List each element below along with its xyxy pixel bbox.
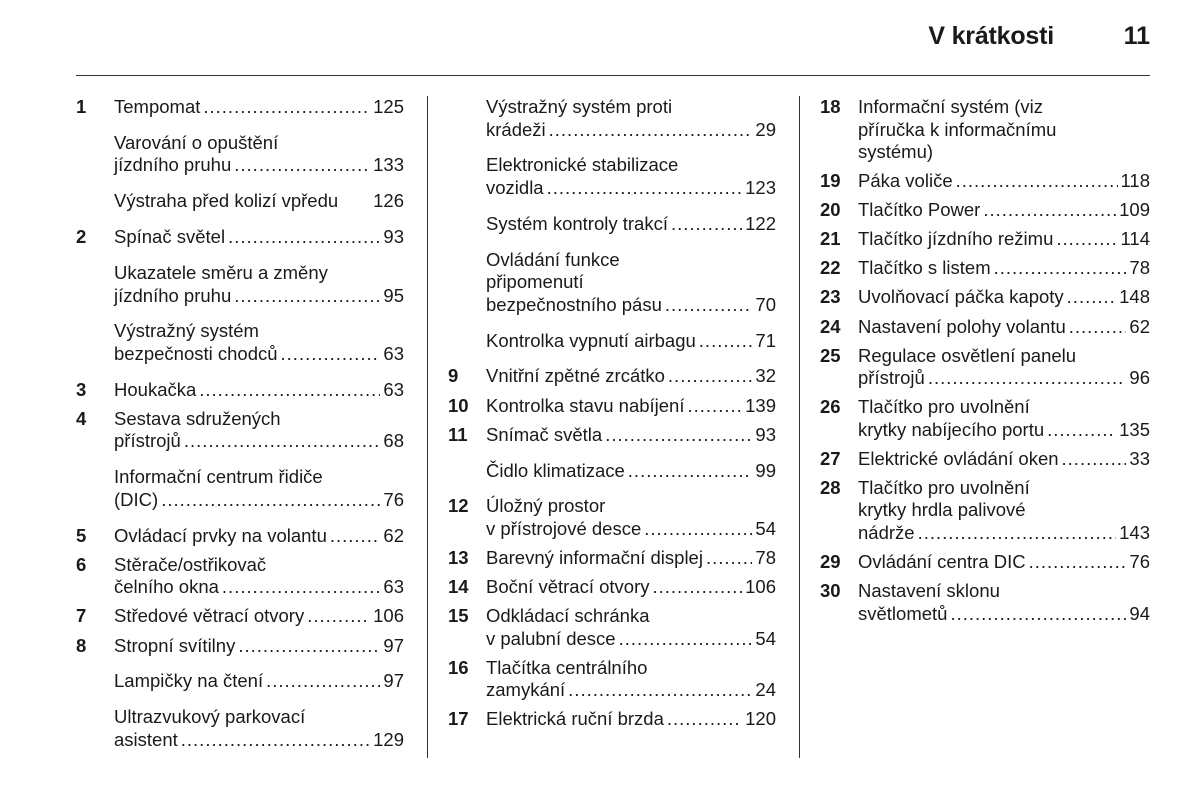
entry-line	[114, 343, 404, 366]
entry-page-number: 54	[755, 627, 776, 649]
entry-text: bezpečnosti chodců	[114, 342, 278, 364]
index-entry	[448, 154, 776, 199]
item-number: 27	[820, 447, 841, 469]
index-entry	[448, 460, 776, 483]
entry-line	[486, 424, 776, 447]
index-entry	[448, 547, 776, 570]
entry-page-number: 78	[755, 547, 776, 569]
entry-page-number: 54	[755, 517, 776, 539]
entry-page-number: 99	[755, 459, 776, 481]
entry-line	[858, 603, 1150, 626]
entry-text: Ukazatele směru a změny	[114, 262, 328, 284]
entry-text: Ovládací prvky na volantu	[114, 524, 327, 546]
index-entry	[820, 477, 1150, 545]
index-entry	[820, 96, 1150, 164]
entry-text: Snímač světla	[486, 423, 603, 445]
dot-leader	[266, 670, 380, 693]
item-number: 29	[820, 551, 841, 573]
entry-text: jízdního pruhu	[114, 154, 232, 176]
entry-page-number: 94	[1129, 602, 1150, 624]
index-entry	[76, 408, 404, 453]
entry-line	[486, 119, 776, 142]
entry-page-number: 95	[383, 284, 404, 306]
dot-leader	[928, 367, 1127, 390]
dot-leader	[161, 489, 380, 512]
index-entry	[448, 96, 776, 141]
index-entry	[76, 525, 404, 548]
dot-leader	[628, 460, 753, 483]
index-entry	[76, 262, 404, 307]
entry-line	[114, 285, 404, 308]
entry-text: přístrojů	[114, 430, 181, 452]
index-entry	[448, 249, 776, 317]
entry-text: Tlačítko pro uvolnění	[858, 396, 1030, 418]
entry-page-number: 76	[383, 488, 404, 510]
item-number: 9	[448, 365, 459, 387]
index-entry	[448, 213, 776, 236]
entry-line	[114, 605, 404, 628]
entry-page-number: 97	[383, 634, 404, 656]
entry-text: jízdního pruhu	[114, 284, 232, 306]
entry-line	[858, 367, 1150, 390]
item-number: 12	[448, 495, 469, 517]
entry-line	[486, 518, 776, 541]
entry-line	[858, 551, 1150, 574]
dot-leader	[688, 395, 743, 418]
entry-text: systému)	[858, 141, 934, 162]
entry-text: Informační systém (viz	[858, 96, 1044, 117]
entry-page-number: 114	[1120, 228, 1150, 250]
entry-page-number: 133	[373, 154, 404, 176]
column-divider	[799, 96, 800, 758]
entry-text: krádeži	[486, 118, 546, 140]
entry-line	[858, 286, 1150, 309]
entry-page-number: 33	[1129, 447, 1150, 469]
entry-page-number: 129	[373, 728, 404, 750]
dot-leader	[547, 177, 743, 200]
item-number: 28	[820, 476, 841, 498]
entry-text: Ovládání funkce	[486, 248, 620, 270]
dot-leader	[983, 199, 1116, 222]
entry-page-number: 68	[383, 430, 404, 452]
entry-text: Úložný prostor	[486, 495, 606, 517]
entry-page-number: 63	[383, 378, 404, 400]
entry-line	[858, 316, 1150, 339]
dot-leader	[994, 257, 1127, 280]
entry-page-number: 122	[745, 212, 776, 234]
entry-page-number: 29	[755, 118, 776, 140]
entry-page-number: 148	[1119, 286, 1150, 308]
dot-leader	[1067, 286, 1116, 309]
dot-leader	[644, 518, 752, 541]
entry-text: Odkládací schránka	[486, 605, 650, 627]
item-number: 17	[448, 708, 469, 730]
dot-leader	[199, 379, 380, 402]
entry-text: asistent	[114, 728, 178, 750]
entry-line	[114, 489, 404, 512]
dot-leader	[918, 522, 1117, 545]
item-number: 18	[820, 96, 841, 117]
entry-page-number: 139	[745, 394, 776, 416]
entry-line	[486, 395, 776, 418]
entry-page-number: 135	[1119, 418, 1150, 440]
page-number: 11	[1123, 22, 1150, 50]
entry-text: Systém kontroly trakcí	[486, 212, 668, 234]
item-number: 22	[820, 257, 841, 279]
entry-line	[486, 213, 776, 236]
dot-leader	[956, 170, 1118, 193]
entry-text: Výstražný systém proti	[486, 96, 673, 117]
index-entry	[820, 286, 1150, 309]
dot-leader	[605, 424, 752, 447]
entry-page-number: 97	[383, 670, 404, 692]
entry-page-number: 106	[745, 576, 776, 598]
index-column-1	[76, 96, 404, 758]
entry-text: v přístrojové desce	[486, 517, 642, 539]
item-number: 16	[448, 656, 469, 678]
entry-text: zamykání	[486, 679, 566, 701]
entry-text: Lampičky na čtení	[114, 670, 264, 692]
index-entry	[76, 635, 404, 658]
entry-text: Páka voliče	[858, 170, 953, 192]
entry-line	[114, 430, 404, 453]
dot-leader	[330, 525, 381, 548]
entry-text: připomenutí	[486, 271, 584, 293]
dot-leader	[181, 729, 370, 752]
entry-page-number: 71	[755, 329, 776, 351]
entry-text: Varování o opuštění	[114, 131, 279, 153]
dot-leader	[568, 679, 752, 702]
dot-leader	[184, 430, 381, 453]
entry-text: Elektronické stabilizace	[486, 154, 679, 176]
index-entry	[820, 345, 1150, 390]
entry-page-number: 70	[755, 293, 776, 315]
dot-leader	[228, 226, 380, 249]
entry-page-number: 62	[383, 524, 404, 546]
item-number: 8	[76, 634, 87, 656]
entry-page-number: 32	[755, 365, 776, 387]
index-entry	[448, 424, 776, 447]
entry-page-number: 93	[755, 423, 776, 445]
dot-leader	[1056, 228, 1117, 251]
index-entry	[448, 605, 776, 650]
dot-leader	[1069, 316, 1127, 339]
entry-line	[486, 547, 776, 570]
entry-page-number: 120	[745, 708, 776, 730]
entry-text: Spínač světel	[114, 226, 226, 248]
entry-text: Ultrazvukový parkovací	[114, 706, 306, 728]
entry-page-number: 76	[1129, 551, 1150, 573]
index-entry	[448, 495, 776, 540]
entry-line	[486, 294, 776, 317]
entry-text: Uvolňovací páčka kapoty	[858, 286, 1064, 308]
item-number: 19	[820, 170, 841, 192]
entry-page-number: 93	[383, 226, 404, 248]
entry-text: Barevný informační displej	[486, 547, 703, 569]
entry-line	[114, 226, 404, 249]
entry-text: Tlačítko jízdního režimu	[858, 228, 1054, 250]
dot-leader	[307, 605, 370, 628]
entry-line	[486, 177, 776, 200]
item-number: 7	[76, 605, 87, 627]
entry-page-number: 109	[1119, 199, 1150, 221]
index-entry	[820, 228, 1150, 251]
entry-text: Nastavení sklonu	[858, 580, 1000, 602]
index-entry	[76, 190, 404, 213]
item-number: 1	[76, 96, 87, 117]
dot-leader	[706, 547, 752, 570]
entry-page-number: 126	[373, 190, 404, 212]
entry-line	[858, 199, 1150, 222]
column-divider	[427, 96, 428, 758]
item-number: 21	[820, 228, 841, 250]
entry-line	[858, 522, 1150, 545]
index-entry	[448, 576, 776, 599]
index-entry	[448, 365, 776, 388]
item-number: 23	[820, 286, 841, 308]
index-entry	[76, 706, 404, 751]
entry-line	[486, 460, 776, 483]
dot-leader	[668, 365, 753, 388]
entry-text: Elektrické ovládání oken	[858, 447, 1059, 469]
dot-leader	[234, 285, 380, 308]
entry-text: Kontrolka stavu nabíjení	[486, 394, 685, 416]
entry-text: Tlačítko Power	[858, 199, 981, 221]
item-number: 24	[820, 315, 841, 337]
entry-text: krytky nabíjecího portu	[858, 418, 1045, 440]
entry-text: Vnitřní zpětné zrcátko	[486, 365, 665, 387]
entry-page-number: 96	[1129, 367, 1150, 389]
entry-text: krytky hrdla palivové	[858, 499, 1026, 521]
dot-leader	[667, 708, 742, 731]
item-number: 10	[448, 394, 469, 416]
index-entry	[820, 580, 1150, 625]
index-entry	[448, 330, 776, 353]
item-number: 20	[820, 199, 841, 221]
entry-page-number: 123	[745, 176, 776, 198]
item-number: 30	[820, 580, 841, 602]
entry-text: Sestava sdružených	[114, 407, 281, 429]
dot-leader	[281, 343, 381, 366]
entry-text: Stropní svítilny	[114, 634, 236, 656]
dot-leader	[665, 294, 753, 317]
index-entry	[820, 448, 1150, 471]
dot-leader	[950, 603, 1126, 626]
entry-page-number: 78	[1129, 257, 1150, 279]
entry-line	[114, 379, 404, 402]
entry-line	[858, 257, 1150, 280]
entry-text: Tlačítka centrálního	[486, 656, 648, 678]
entry-page-number: 63	[383, 576, 404, 598]
entry-page-number: 63	[383, 342, 404, 364]
entry-text: Regulace osvětlení panelu	[858, 344, 1077, 366]
entry-text: bezpečnostního pásu	[486, 293, 662, 315]
dot-leader	[203, 96, 370, 119]
section-title: V krátkosti	[928, 22, 1054, 50]
item-number: 26	[820, 396, 841, 418]
index-entry	[820, 551, 1150, 574]
entry-text: světlometů	[858, 602, 948, 624]
dot-leader	[1029, 551, 1127, 574]
entry-text: vozidla	[486, 176, 544, 198]
dot-leader	[234, 154, 370, 177]
dot-leader	[671, 213, 742, 236]
entry-text: Informační centrum řidiče	[114, 466, 323, 488]
header-divider	[76, 75, 1150, 76]
item-number: 15	[448, 605, 469, 627]
item-number: 13	[448, 547, 469, 569]
entry-text: přístrojů	[858, 367, 925, 389]
index-entry	[820, 316, 1150, 339]
entry-page-number: 143	[1119, 521, 1150, 543]
item-number: 25	[820, 344, 841, 366]
entry-text: Výstraha před kolizí vpředu	[114, 190, 339, 212]
entry-text: Boční větrací otvory	[486, 576, 650, 598]
index-entry	[820, 396, 1150, 441]
dot-leader	[619, 628, 753, 651]
index-entry	[820, 199, 1150, 222]
entry-page-number: 62	[1129, 315, 1150, 337]
index-entry	[76, 320, 404, 365]
dot-leader	[549, 119, 753, 142]
index-entry	[76, 132, 404, 177]
entry-line	[858, 419, 1150, 442]
index-column-2	[448, 96, 776, 737]
entry-line	[114, 525, 404, 548]
dot-leader	[699, 330, 753, 353]
entry-page-number: 125	[373, 96, 404, 117]
entry-text: Ovládání centra DIC	[858, 551, 1026, 573]
dot-leader	[1047, 419, 1116, 442]
entry-text: Tlačítko pro uvolnění	[858, 476, 1030, 498]
entry-line	[114, 576, 404, 599]
entry-text: Výstražný systém	[114, 320, 259, 342]
item-number: 4	[76, 407, 87, 429]
dot-leader	[238, 635, 380, 658]
entry-line	[486, 708, 776, 731]
item-number: 5	[76, 524, 87, 546]
entry-line	[114, 154, 404, 177]
entry-text: Stěrače/ostřikovač	[114, 553, 267, 575]
entry-text: čelního okna	[114, 576, 219, 598]
entry-line	[114, 96, 404, 119]
item-number: 11	[448, 423, 468, 445]
entry-text: (DIC)	[114, 488, 159, 510]
entry-line	[486, 679, 776, 702]
entry-text: příručka k informačnímu	[858, 118, 1057, 140]
entry-text: Středové větrací otvory	[114, 605, 305, 627]
entry-text: Nastavení polohy volantu	[858, 315, 1066, 337]
entry-text: Čidlo klimatizace	[486, 459, 625, 481]
index-entry	[76, 670, 404, 693]
index-entry	[448, 708, 776, 731]
entry-line	[114, 729, 404, 752]
item-number: 6	[76, 553, 87, 575]
index-entry	[76, 226, 404, 249]
dot-leader	[1062, 448, 1127, 471]
item-number: 3	[76, 378, 87, 400]
entry-page-number: 106	[373, 605, 404, 627]
item-number: 14	[448, 576, 469, 598]
item-number: 2	[76, 226, 87, 248]
entry-page-number: 118	[1120, 170, 1150, 192]
entry-line	[858, 448, 1150, 471]
dot-leader	[222, 576, 381, 599]
index-column-3	[820, 96, 1150, 632]
entry-line	[486, 576, 776, 599]
entry-line	[486, 330, 776, 353]
entry-text: Houkačka	[114, 378, 197, 400]
entry-page-number: 24	[755, 679, 776, 701]
entry-line	[858, 170, 1150, 193]
entry-text: v palubní desce	[486, 627, 616, 649]
entry-line	[486, 365, 776, 388]
entry-text: Elektrická ruční brzda	[486, 708, 664, 730]
index-entry	[76, 605, 404, 628]
index-entry	[820, 257, 1150, 280]
index-entry	[76, 466, 404, 511]
entry-text: Kontrolka vypnutí airbagu	[486, 329, 696, 351]
index-entry	[820, 170, 1150, 193]
entry-text: Tempomat	[114, 96, 201, 117]
page-header	[76, 22, 1150, 58]
entry-line	[114, 670, 404, 693]
index-entry	[76, 379, 404, 402]
entry-line	[114, 635, 404, 658]
entry-line	[858, 228, 1150, 251]
index-entry	[76, 96, 404, 119]
index-entry	[448, 657, 776, 702]
dot-leader	[652, 576, 742, 599]
entry-line	[486, 628, 776, 651]
index-entry	[76, 554, 404, 599]
entry-text: nádrže	[858, 521, 915, 543]
entry-line	[114, 190, 404, 213]
entry-text: Tlačítko s listem	[858, 257, 991, 279]
index-entry	[448, 395, 776, 418]
